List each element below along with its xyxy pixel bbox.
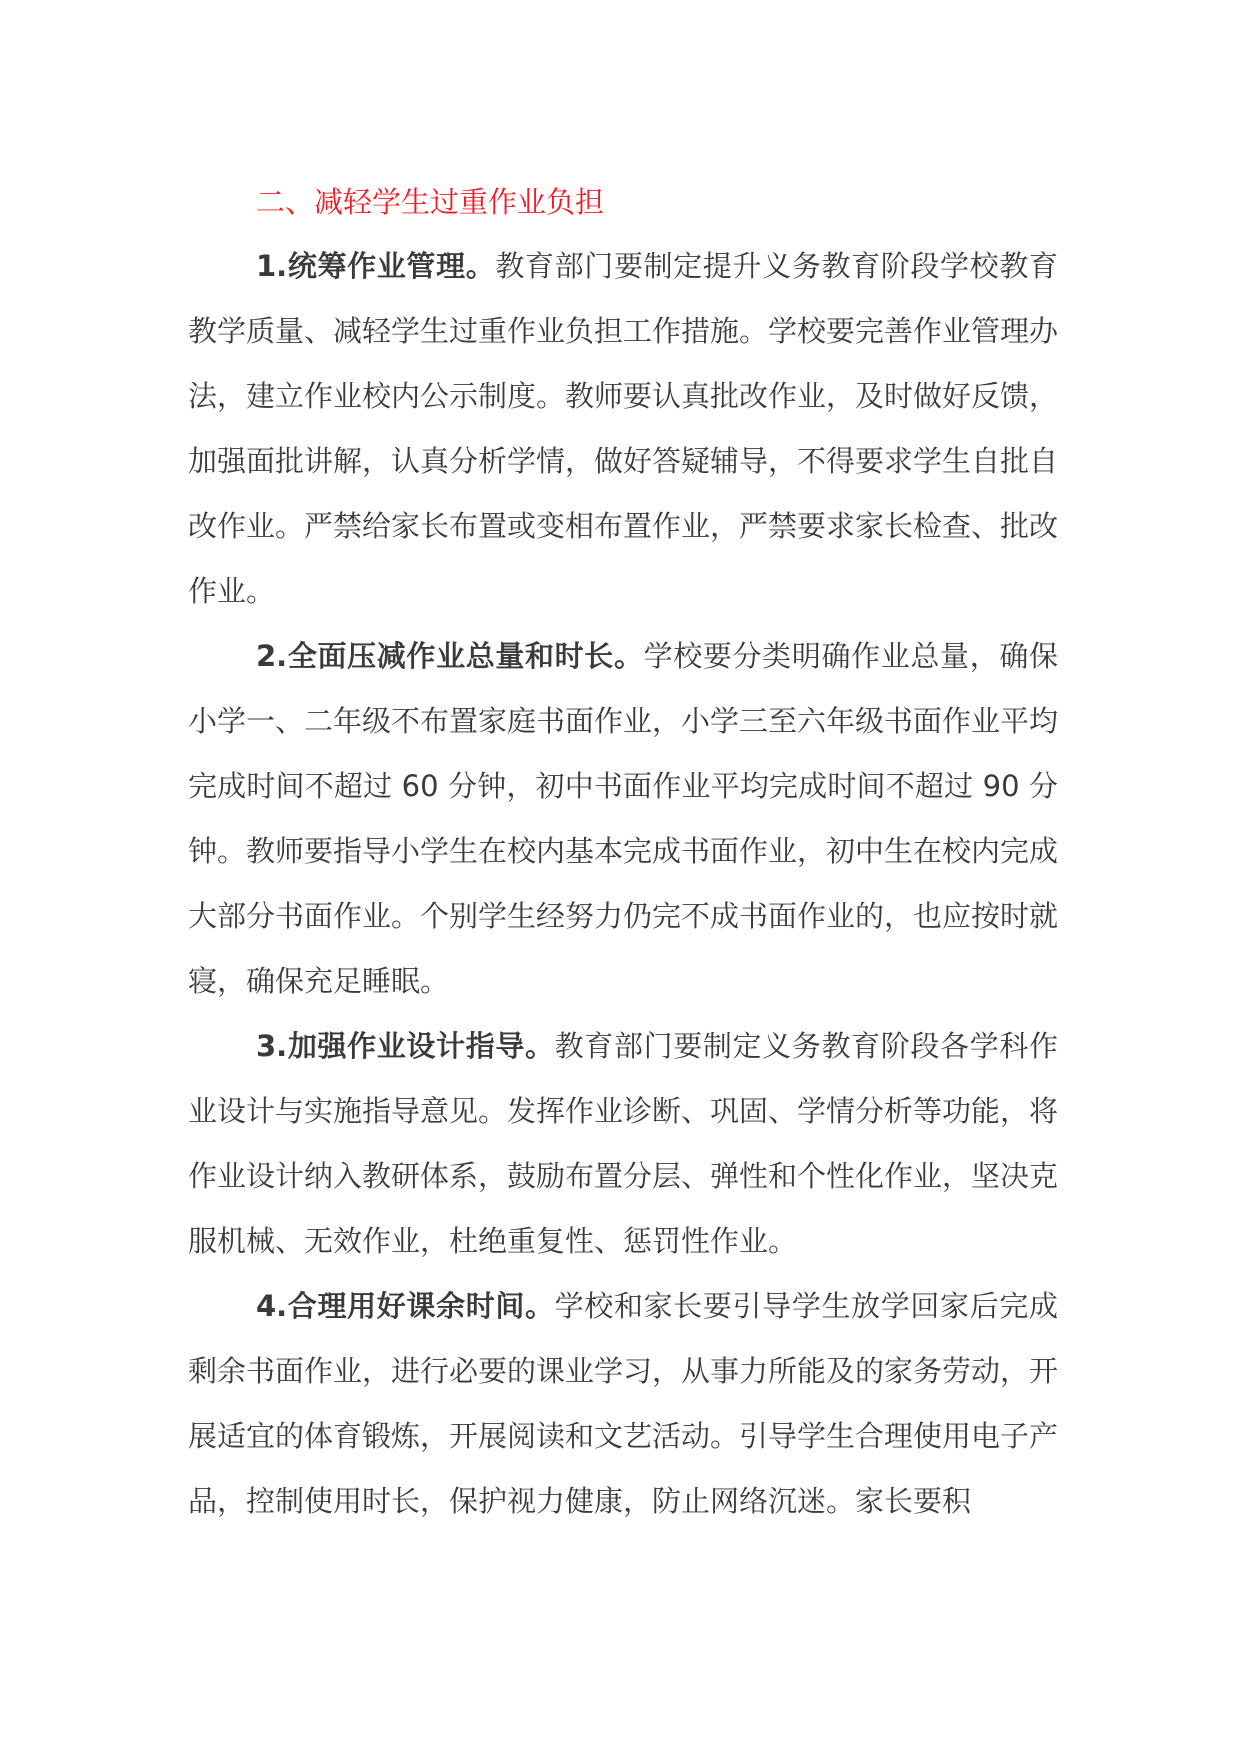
paragraph-4-body: 学校和家长要引导学生放学回家后完成剩余书面作业，进行必要的课业学习，从事力所能及的家务劳动，开展适宜的体育锻炼，开展阅读和文艺活动。引导学生合理使用电子产品，控制使用时长，保护视力健康，防止网络沉迷。家长要积 [188, 1289, 1059, 1518]
paragraph-4 [188, 1274, 1058, 1534]
paragraph-1 [188, 234, 1058, 624]
paragraph-2 [188, 624, 1058, 1014]
paragraph-2-body: 学校要分类明确作业总量，确保小学一、二年级不布置家庭书面作业，小学三至六年级书面作业平均完成时间不超过 60 分钟，初中书面作业平均完成时间不超过 90 分钟。教师要指导小学生在校内基本完成书面作业，初中生在校内完成大部分书面作业。个别学生经努力仍完不成书面作业的，也应按时就寝，确保充足睡眠。 [188, 639, 1059, 998]
section-heading: 二、减轻学生过重作业负担 [256, 185, 605, 219]
paragraph-2-lead: 2.全面压减作业总量和时长。 [256, 639, 644, 673]
paragraph-3-body: 教育部门要制定义务教育阶段各学科作业设计与实施指导意见。发挥作业诊断、巩固、学情分析等功能，将作业设计纳入教研体系，鼓励布置分层、弹性和个性化作业，坚决克服机械、无效作业，杜绝重复性、惩罚性作业。 [188, 1029, 1059, 1258]
paragraph-3 [188, 1014, 1058, 1274]
paragraph-1-lead: 1.统筹作业管理。 [256, 249, 496, 283]
paragraph-4-lead: 4.合理用好课余时间。 [256, 1289, 555, 1323]
paragraph-3-lead: 3.加强作业设计指导。 [256, 1029, 555, 1063]
paragraph-1-body: 教育部门要制定提升义务教育阶段学校教育教学质量、减轻学生过重作业负担工作措施。学校要完善作业管理办法，建立作业校内公示制度。教师要认真批改作业，及时做好反馈，加强面批讲解，认真分析学情，做好答疑辅导，不得要求学生自批自改作业。严禁给家长布置或变相布置作业，严禁要求家长检查、批改作业。 [188, 249, 1059, 608]
document-body [188, 170, 1058, 1534]
